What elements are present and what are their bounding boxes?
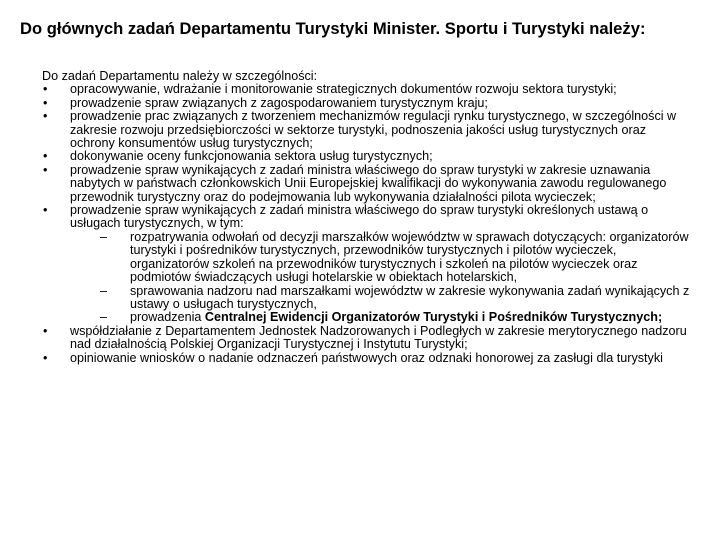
list-item-text: opracowywanie, wdrażanie i monitorowanie strategicznych dokumentów rozwoju sektora turystyki; — [70, 82, 617, 97]
sub-list-item-bold-text: Centralnej Ewidencji Organizatorów Turystyki i Pośredników Turystycznych; — [204, 310, 663, 325]
dash-icon: – — [100, 283, 108, 298]
dash-icon: – — [100, 229, 108, 244]
sub-list-item — [100, 285, 692, 312]
list-item — [42, 164, 692, 204]
sub-list-item — [100, 311, 692, 324]
list-item — [42, 150, 692, 163]
sub-list — [70, 231, 692, 325]
list-item-text: prowadzenie spraw wynikających z zadań ministra właściwego do spraw turystyki określonych ustawą o usługach turystycznych, w tym: — [70, 203, 649, 231]
list-item-text: dokonywanie oceny funkcjonowania sektora usług turystycznych; — [70, 149, 433, 164]
list-item-text: prowadzenie spraw wynikających z zadań ministra właściwego do spraw turystyki w zakresie uznawania nabytych w państwach członkowskich Unii Europejskiej kwalifikacji do wykonywania zawodu regulowanego przewodnik turystyczny oraz do podejmowania lub wykonywania działalności pilota wycieczek; — [70, 162, 667, 204]
task-list — [42, 83, 692, 365]
list-item — [42, 97, 692, 110]
sub-list-item-text: prowadzenia — [130, 310, 205, 325]
sub-list-item — [100, 231, 692, 285]
bullet-icon: • — [43, 82, 48, 97]
list-item — [42, 352, 692, 365]
slide-title: Do głównych zadań Departamentu Turystyki Minister. Sportu i Turystyki należy: — [20, 19, 646, 38]
bullet-icon: • — [43, 350, 48, 365]
list-item-text: opiniowanie wniosków o nadanie odznaczeń państwowych oraz odznaki honorowej za zasługi dla turystyki — [70, 350, 663, 365]
list-item-text: współdziałanie z Departamentem Jednostek Nadzorowanych i Podległych w zakresie merytorycznego nadzoru nad działalnością Polskiej Organizacji Turystycznej i Instytutu Turystyki; — [70, 323, 687, 352]
list-item-text: prowadzenie prac związanych z tworzeniem mechanizmów regulacji rynku turystycznego, w szczególności w zakresie rozwoju przedsiębiorczości w sektorze turystyki, podnoszenia jakości usług turystycznych oraz ochrony konsumentów usług turystycznych; — [70, 109, 677, 151]
intro-text: Do zadań Departamentu należy w szczególności: — [42, 69, 318, 83]
sub-list-item-text: rozpatrywania odwołań od decyzji marszałków województw w sprawach dotyczących: organizatorów turystyki i pośredników turystycznych, przewodników turystycznych i pilotów wycieczek, organizatorów szkoleń na przewodników turystycznych i szkoleń na pilotów wycieczek oraz podmiotów świadczących usługi hotelarskie w obiektach hotelarskich, — [130, 229, 689, 285]
dash-icon: – — [100, 310, 108, 325]
bullet-icon: • — [43, 323, 48, 338]
bullet-icon: • — [43, 95, 48, 110]
sub-list-item-text: sprawowania nadzoru nad marszałkami województw w zakresie wykonywania zadań wynikających z ustawy o usługach turystycznych, — [130, 283, 690, 311]
list-item-text: prowadzenie spraw związanych z zagospodarowaniem turystycznym kraju; — [70, 95, 488, 110]
bullet-icon: • — [43, 109, 48, 124]
bullet-icon: • — [43, 162, 48, 177]
list-item — [42, 110, 692, 150]
list-item — [42, 83, 692, 96]
bullet-icon: • — [43, 203, 48, 218]
slide-body — [42, 70, 692, 365]
list-item — [42, 325, 692, 352]
list-item — [42, 204, 692, 325]
bullet-icon: • — [43, 149, 48, 164]
